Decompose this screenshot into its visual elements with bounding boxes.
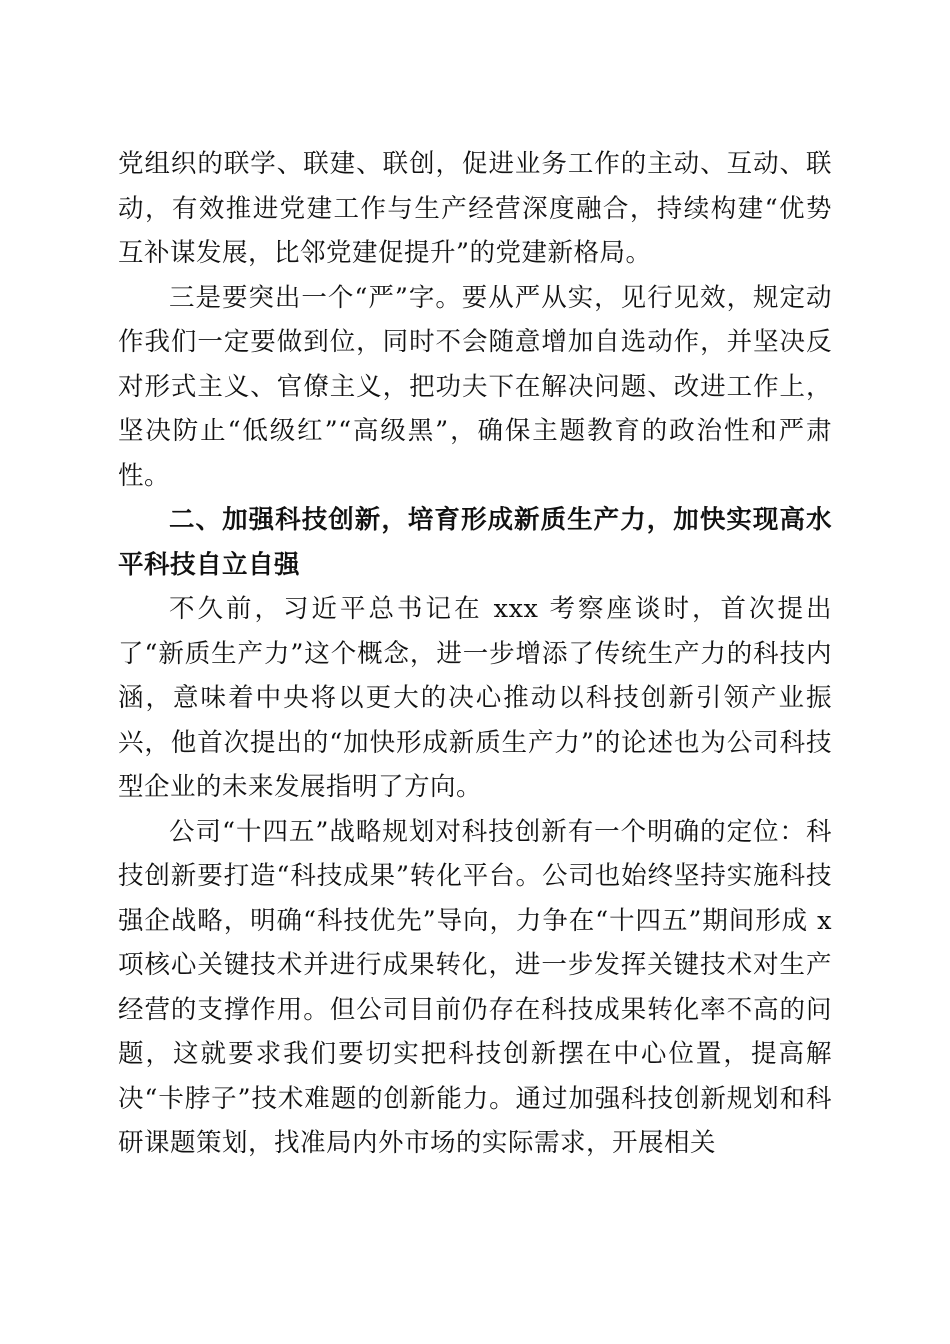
section-heading-tech-innovation: 二、加强科技创新，培育形成新质生产力，加快实现高水平科技自立自强	[118, 505, 832, 580]
document-body	[118, 142, 832, 1166]
paragraph-new-productivity: 不久前，习近平总书记在 xxx 考察座谈时，首次提出了“新质生产力”这个概念，进一步增添了传统生产力的科技内涵，意味着中央将以更大的决心推动以科技创新引领产业振兴，他首次提出的“加快形成新质生产力”的论述也为公司科技型企业的未来发展指明了方向。	[118, 594, 832, 802]
paragraph-party-building-continued: 党组织的联学、联建、联创，促进业务工作的主动、互动、联动，有效推进党建工作与生产经营深度融合，持续构建“优势互补谋发展，比邻党建促提升”的党建新格局。	[118, 149, 832, 268]
paragraph-company-strategy: 公司“十四五”战略规划对科技创新有一个明确的定位：科技创新要打造“科技成果”转化平台。公司也始终坚持实施科技强企战略，明确“科技优先”导向，力争在“十四五”期间形成 x 项核心关键技术并进行成果转化，进一步发挥关键技术对生产经营的支撑作用。但公司目前仍存在科技成果转化率不高的问题，这就要求我们要切实把科技创新摆在中心位置，提高解决“卡脖子”技术难题的创新能力。通过加强科技创新规划和科研课题策划，找准局内外市场的实际需求，开展相关	[118, 816, 832, 1158]
paragraph-strictness: 三是要突出一个“严”字。要从严从实，见行见效，规定动作我们一定要做到位，同时不会随意增加自选动作，并坚决反对形式主义、官僚主义，把功夫下在解决问题、改进工作上，坚决防止“低级红”“高级黑”，确保主题教育的政治性和严肃性。	[118, 282, 832, 491]
